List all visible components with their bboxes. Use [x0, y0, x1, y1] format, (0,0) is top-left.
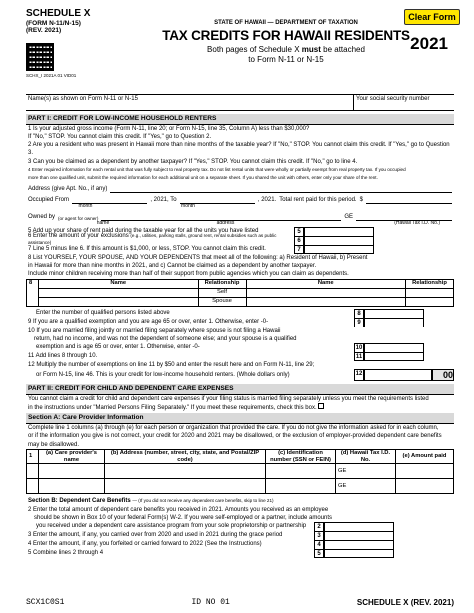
line6-field[interactable] — [304, 236, 374, 245]
dependents-table: 8 Name Relationship Name Relationship Self Spouse — [26, 279, 454, 307]
schedule-label: SCHEDULE X — [26, 8, 91, 19]
department-name: STATE OF HAWAII — DEPARTMENT OF TAXATION — [214, 20, 358, 26]
address-field[interactable] — [110, 185, 452, 193]
form-title: TAX CREDITS FOR HAWAII RESIDENTS — [162, 28, 410, 44]
line12-credit-field[interactable] — [364, 369, 432, 381]
ssn-field[interactable]: Your social security number — [356, 96, 430, 102]
name-row — [26, 94, 454, 111]
person-name-cell[interactable] — [246, 297, 406, 306]
form-header: SCHEDULE X (FORM N-11/N-15) (REV. 2021) SCHX_I 2021A 01 VID01 STATE OF HAWAII — DEPARTMENT OF TAXATION TAX CREDITS FOR HAWAII RESIDENTS Both pages of Schedule X must be attached to Form N-11 or N-15 2021 — [26, 8, 454, 94]
person-name-cell[interactable] — [246, 288, 406, 297]
name-field[interactable]: Name(s) as shown on Form N-11 or N-15 — [26, 95, 354, 110]
total-rent-field[interactable] — [366, 196, 452, 204]
line7-field[interactable] — [304, 245, 374, 254]
part1-heading: PART I: CREDIT FOR LOW-INCOME HOUSEHOLD RENTERS — [26, 114, 454, 125]
form-footer: SCX1C0S1 ID NO 01 SCHEDULE X (REV. 2021) — [26, 597, 454, 607]
part2-heading: PART II: CREDIT FOR CHILD AND DEPENDENT CARE EXPENSES — [26, 384, 454, 395]
line5-field[interactable] — [304, 227, 374, 236]
clear-form-button[interactable]: Clear Form — [404, 9, 460, 25]
person-name-cell[interactable] — [39, 297, 199, 306]
care-provider-table: 1 (a) Care provider's name (b) Address (number, street, city, state, and Postal/ZIP code) (c) Identification number (SSN or FEIN) (d) Hawaii Tax I.D. No. (e) Amount paid GE GE — [26, 449, 454, 495]
tax-year: 2021 — [410, 34, 448, 53]
qr-code-icon — [26, 43, 54, 71]
person-name-cell[interactable] — [39, 288, 199, 297]
mfs-checkbox[interactable] — [318, 403, 324, 409]
form-page: Clear Form SCHEDULE X (FORM N-11/N-15) (REV. 2021) SCHX_I 2021A 01 VID01 STATE OF HAWAII — DEPARTMENT OF TAXATION TAX CREDITS FOR HAWAII RESIDENTS Both pages of Schedule X must be attached to Form N-11 or N-15 2021 Name(s) as shown on Form N-11 or N-15 Your social security number PART I: CREDIT FOR LOW-INCOME HOUSEHOLD RENTERS 1 Is your adjusted gross income (Form N-11, line 20; or Form N-15, line 35, Column A) less than $30,000? If "No," STOP. You cannot claim this credit. If "Yes," go to Question 2. 2 Are you a resident who was present in Hawaii more than nine months of the taxable year? If "No," STOP. You cannot claim this credit. If "Yes," go to Question 3. 3 Can you be claimed as a dependent by another taxpayer? If "Yes," STOP. You cannot claim this credit. If "No," go to line 4. 4 Enter required information for each rental unit that was fully subject to real property tax. Do not list rental units that were wholly or partially exempt from real property tax. If you occupied more than one qualified unit, submit the required information for each additional unit on a separate sheet. If you shared the unit with others, enter only your share of the rent. Address (give Apt. No., if any) Occupied From , 2021, To , 2021. Total rent paid for this period. $ month month Owned by (or agent for owner) GE name address (Hawaii Tax I.D. No.) 5 Add up your share of rent paid during the taxable year for all the units you have listed 5 6 Enter the amount of your exclusions (e.g., utilities, parking stalls, ground rent, rental subsidies such as public assistance) 6 7 Line 5 minus line 6. If this amount is $1,000, or less, STOP. You cannot claim this credit. 7 8 List YOURSELF, YOUR SPOUSE, AND YOUR DEPENDENTS that meet all of the following: a) Resident of Hawaii, b) Present in Hawaii for more than nine months in 2021, and c) Cannot be claimed as a dependent by another taxpayer. Include minor children receiving more than half of their support from public agencies which you can claim as dependents. 8 Name Relationship Name Relationship Self Spouse Enter the number of qualified persons listed above 8 9 If you are a qualified exemption and you are age 65 or over, enter 1. Otherwise, enter -0- 9 10 If you are married filing jointly or married filing separately where spouse is not filing a Hawaii return, had no income, and was not the dependent of someone else; and your spouse is a qualified exemption and is age 65 or over, enter 1. Otherwise, enter -0- 10 11 Add lines 8 through 10. 11 12 Multiply the number of exemptions on line 11 by $50 and enter the result here and on Form N-11, line 29; or Form N-15, line 46. This is your credit for low-income household renters. (Whole dollars only) 12 00 PART II: CREDIT FOR CHILD AND DEPENDENT CARE EXPENSES You cannot claim a credit for child and dependent care expenses if your filing status is married filing separately unless you meet the requirements listed in the instructions under "Married Persons Filing Separately." If you meet these requirements, check this box. Section A: Care Provider Information Complete line 1 columns (a) through (e) for each person or organization that provided the care. If you do not give the information asked for in each column, or if the information you give is not correct, your credit for 2020 and 2021 may be disallowed, or the exclusion of employer-provided dependent care benefits may be disallowed. 1 (a) Care provider's name (b) Address (number, street, city, state, and Postal/ZIP code) (c) Identification number (SSN or FEIN) (d) Hawaii Tax I.D. No. (e) Amount paid GE GE Section B: Dependent Care Benefits — (If you did not receive any dependent care benefits, skip to line 21) 2 Enter the total amount of dependent care benefits you received in 2021. Amounts you received as an employee should be shown in Box 10 of your federal Form(s) W-2. If you were self-employed or a partner, include amounts you received under a dependent care assistance program from your sole proprietorship or partnership 2 3 Enter the amount, if any, you carried over from 2020 and used in 2021 during the grace period 3 4 Enter the amount, if any, you forfeited or carried forward to 2022 (See the Instructions) 4 5 Combine lines 2 through 4 5 SCX1C0S1 ID NO 01 SCHEDULE X (REV. 2021) — [0, 0, 474, 613]
